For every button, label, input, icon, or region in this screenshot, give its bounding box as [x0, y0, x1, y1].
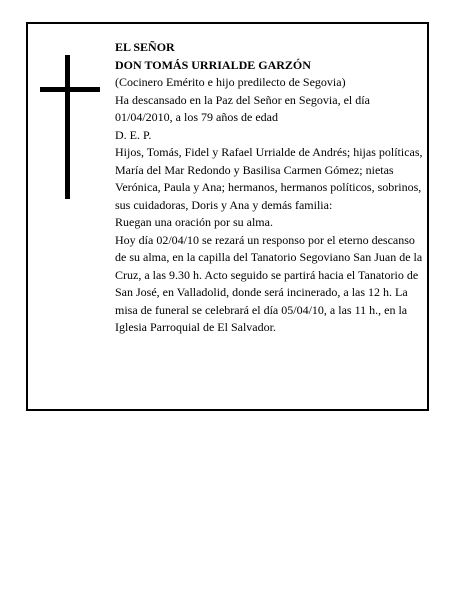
family-list: Hijos, Tomás, Fidel y Rafael Urrialde de Andrés; hijas políticas, María del Mar Redondo y Basilisa Carmen Gómez; nietas Verónica, Paula y Ana; hermanos, hermanos políticos, sobrinos, sus cuidadoras, Doris y Ana y demás familia:: [115, 145, 423, 212]
cross-vertical-bar: [65, 55, 70, 199]
deceased-description: (Cocinero Emérito e hijo predilecto de Segovia): [115, 75, 346, 89]
deceased-name: DON TOMÁS URRIALDE GARZÓN: [115, 57, 311, 72]
prayer-request: Ruegan una oración por su alma.: [115, 215, 273, 229]
death-announcement: Ha descansado en la Paz del Señor en Segovia, el día 01/04/2010, a los 79 años de edad: [115, 92, 370, 124]
cross-icon: [40, 55, 100, 199]
notice-title: EL SEÑOR: [115, 40, 175, 54]
cross-horizontal-bar: [40, 87, 100, 92]
obituary-notice: [26, 22, 429, 411]
service-details: Hoy día 02/04/10 se rezará un responso por el eterno descanso de su alma, en la capilla del Tanatorio Segoviano San Juan de la Cruz, a las 9.30 h. Acto seguido se partirá hacia el Tanatorio de San José, en Valladolid, donde será incinerado, a las 12 h. La misa de funeral se celebrará el día 05/04/10, a las 11 h., en la Iglesia Parroquial de El Salvador.: [115, 232, 423, 334]
notice-text: [115, 39, 425, 337]
dep-line: D. E. P.: [115, 127, 152, 142]
